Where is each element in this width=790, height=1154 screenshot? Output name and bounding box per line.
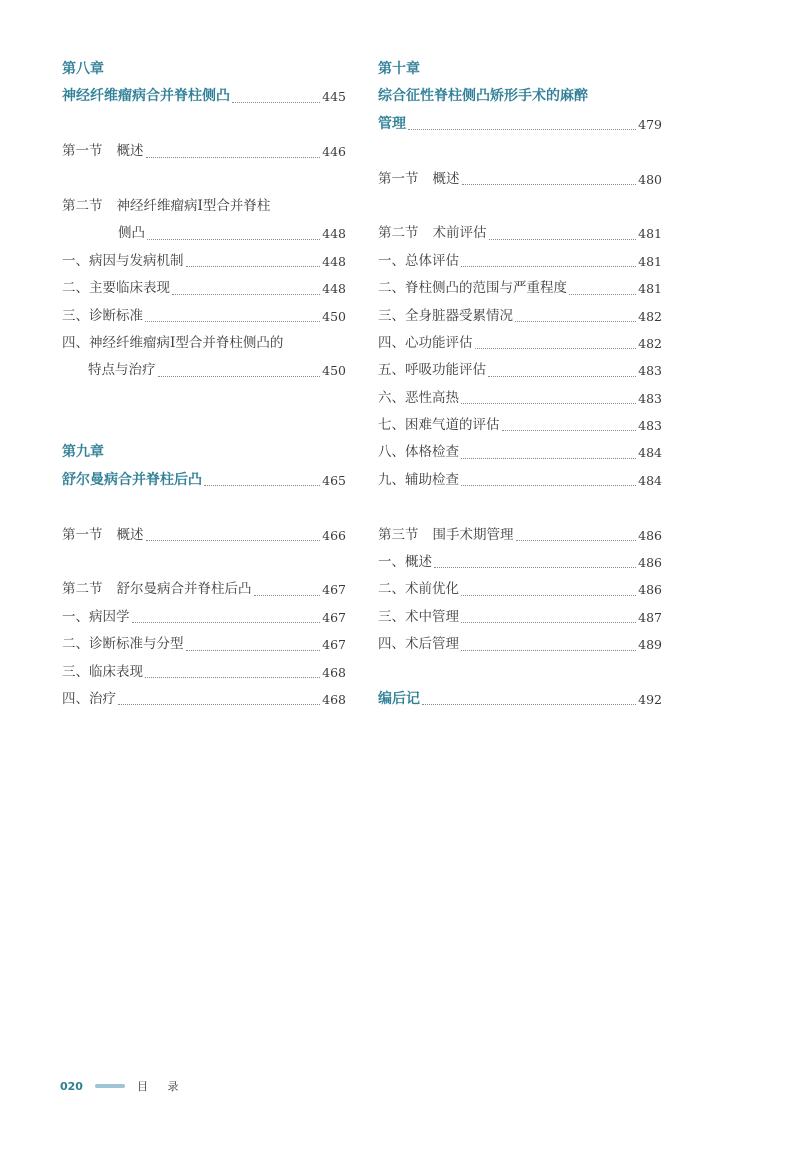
- item-text: 二、术前优化: [378, 581, 459, 598]
- section-page: 486: [638, 527, 662, 543]
- chapter-10-title-line1: 综合征性脊柱侧凸矫形手术的麻醉: [378, 88, 588, 105]
- section-name: 概述: [116, 143, 144, 160]
- leader-dots: [145, 321, 320, 322]
- leader-dots: [515, 321, 636, 322]
- section-number: 第一节: [62, 526, 103, 543]
- toc-item[interactable]: [62, 631, 346, 658]
- toc-right-column: [378, 56, 662, 713]
- section-name-line1: 神经纤维瘤病Ⅰ型合并脊柱: [116, 197, 271, 214]
- toc-item[interactable]: [378, 576, 662, 603]
- section-number: 第二节: [62, 581, 103, 598]
- toc-item[interactable]: [62, 275, 346, 302]
- section-name-line2: 侧凸: [118, 225, 145, 242]
- item-page: 483: [638, 390, 662, 406]
- leader-dots: [232, 102, 320, 103]
- ch8-section-2-entry-cont[interactable]: [62, 220, 346, 247]
- toc-item[interactable]: [378, 549, 662, 576]
- section-page: 481: [638, 226, 662, 242]
- item-page: 484: [638, 472, 662, 488]
- ch10-section-1-entry[interactable]: [378, 166, 662, 193]
- toc-item[interactable]: [62, 303, 346, 330]
- toc-item[interactable]: [62, 604, 346, 631]
- ch8-section-1-entry[interactable]: [62, 138, 346, 165]
- item-text: 四、心功能评估: [378, 334, 473, 351]
- item-text: 四、治疗: [62, 690, 116, 707]
- chapter-10-page: 479: [638, 116, 662, 132]
- item-page: 448: [322, 253, 346, 269]
- section-number: 第一节: [378, 170, 419, 187]
- toc-item[interactable]: [62, 330, 346, 357]
- section-page: 446: [322, 144, 346, 160]
- leader-dots: [461, 595, 636, 596]
- toc-item[interactable]: [378, 303, 662, 330]
- item-page: 467: [322, 637, 346, 653]
- chapter-8-page: 445: [322, 89, 346, 105]
- item-text: 八、体格检查: [378, 444, 459, 461]
- chapter-10-title-entry[interactable]: [378, 83, 662, 110]
- chapter-8-title-entry[interactable]: [62, 83, 346, 110]
- item-text: 二、主要临床表现: [62, 280, 170, 297]
- item-text: 四、术后管理: [378, 636, 459, 653]
- toc-item[interactable]: [378, 439, 662, 466]
- leader-dots: [502, 430, 637, 431]
- chapter-10-label: 第十章: [378, 61, 420, 77]
- leader-dots: [462, 184, 637, 185]
- leader-dots: [461, 458, 636, 459]
- toc-item[interactable]: [378, 275, 662, 302]
- toc-item[interactable]: [378, 467, 662, 494]
- leader-dots: [461, 485, 636, 486]
- afterword-page: 492: [638, 691, 662, 707]
- footer-divider-bar: [95, 1084, 125, 1088]
- ch10-section-3-entry[interactable]: [378, 522, 662, 549]
- item-text: 二、诊断标准与分型: [62, 636, 184, 653]
- item-page: 467: [322, 609, 346, 625]
- toc-item[interactable]: [62, 659, 346, 686]
- section-name: 术前评估: [432, 225, 487, 242]
- item-page: 483: [638, 418, 662, 434]
- toc-item-cont[interactable]: [62, 357, 346, 384]
- item-page: 450: [322, 363, 346, 379]
- section-page: 467: [322, 582, 346, 598]
- item-text: 一、病因学: [62, 608, 130, 625]
- leader-dots: [408, 129, 636, 130]
- toc-item[interactable]: [378, 604, 662, 631]
- toc-item[interactable]: [62, 686, 346, 713]
- item-page: 468: [322, 691, 346, 707]
- chapter-10-title-line2: 管理: [378, 115, 406, 132]
- page-footer: [60, 1077, 186, 1095]
- section-number: 第三节: [378, 526, 419, 543]
- leader-dots: [254, 595, 321, 596]
- leader-dots: [146, 540, 321, 541]
- section-page: 448: [322, 226, 346, 242]
- leader-dots: [489, 239, 637, 240]
- item-page: 486: [638, 555, 662, 571]
- item-text: 九、辅助检查: [378, 471, 459, 488]
- leader-dots: [461, 266, 636, 267]
- item-text: 二、脊柱侧凸的范围与严重程度: [378, 280, 567, 297]
- item-text: 一、概述: [378, 554, 432, 571]
- toc-item[interactable]: [378, 248, 662, 275]
- leader-dots: [186, 650, 321, 651]
- leader-dots: [569, 294, 636, 295]
- item-page: 486: [638, 582, 662, 598]
- leader-dots: [461, 622, 636, 623]
- ch8-section-2-entry[interactable]: [62, 193, 346, 220]
- item-text: 三、术中管理: [378, 608, 459, 625]
- afterword-title: 编后记: [378, 690, 420, 707]
- ch10-section-2-entry[interactable]: [378, 220, 662, 247]
- toc-item[interactable]: [378, 412, 662, 439]
- item-page: 448: [322, 281, 346, 297]
- page-number: 020: [60, 1079, 83, 1093]
- footer-section-label: 目 录: [136, 1080, 187, 1093]
- leader-dots: [488, 376, 636, 377]
- leader-dots: [516, 540, 637, 541]
- item-page: 468: [322, 664, 346, 680]
- chapter-8-title: 神经纤维瘤病合并脊柱侧凸: [62, 88, 230, 105]
- leader-dots: [422, 704, 636, 705]
- item-text: 三、诊断标准: [62, 307, 143, 324]
- leader-dots: [434, 567, 636, 568]
- leader-dots: [158, 376, 321, 377]
- item-text: 三、临床表现: [62, 663, 143, 680]
- item-page: 450: [322, 308, 346, 324]
- item-text: 一、总体评估: [378, 252, 459, 269]
- ch9-section-1-entry[interactable]: [62, 522, 346, 549]
- item-text: 六、恶性高热: [378, 389, 459, 406]
- section-name: 概述: [116, 526, 144, 543]
- item-text-line1: 四、神经纤维瘤病Ⅰ型合并脊柱侧凸的: [62, 334, 284, 351]
- chapter-9-title-entry[interactable]: [62, 467, 346, 494]
- leader-dots: [118, 704, 320, 705]
- chapter-9-title: 舒尔曼病合并脊柱后凸: [62, 471, 202, 488]
- section-number: 第二节: [62, 197, 103, 214]
- item-page: 481: [638, 253, 662, 269]
- item-page: 482: [638, 308, 662, 324]
- chapter-9-page: 465: [322, 472, 346, 488]
- chapter-9-label: 第九章: [62, 444, 104, 461]
- item-text: 七、困难气道的评估: [378, 417, 500, 434]
- section-name: 概述: [432, 170, 460, 187]
- item-text-line2: 特点与治疗: [88, 362, 156, 379]
- toc-item[interactable]: [378, 330, 662, 357]
- item-page: 489: [638, 637, 662, 653]
- toc-item[interactable]: [378, 357, 662, 384]
- afterword-entry[interactable]: [378, 686, 662, 713]
- item-page: 487: [638, 609, 662, 625]
- item-text: 一、病因与发病机制: [62, 252, 184, 269]
- section-name: 围手术期管理: [432, 526, 514, 543]
- leader-dots: [475, 348, 637, 349]
- item-page: 484: [638, 445, 662, 461]
- section-number: 第二节: [378, 225, 419, 242]
- leader-dots: [204, 485, 320, 486]
- leader-dots: [145, 677, 320, 678]
- ch9-section-2-entry[interactable]: [62, 576, 346, 603]
- section-number: 第一节: [62, 143, 103, 160]
- leader-dots: [172, 294, 320, 295]
- leader-dots: [146, 157, 321, 158]
- chapter-8-label: 第八章: [62, 61, 104, 77]
- leader-dots: [461, 650, 636, 651]
- toc-left-column: [62, 56, 346, 713]
- section-page: 466: [322, 527, 346, 543]
- toc-item[interactable]: [378, 631, 662, 658]
- leader-dots: [461, 403, 636, 404]
- leader-dots: [132, 622, 321, 623]
- chapter-10-title-entry-cont[interactable]: [378, 111, 662, 138]
- item-page: 481: [638, 281, 662, 297]
- item-text: 三、全身脏器受累情况: [378, 307, 513, 324]
- toc-item[interactable]: [378, 385, 662, 412]
- item-page: 483: [638, 363, 662, 379]
- item-text: 五、呼吸功能评估: [378, 362, 486, 379]
- leader-dots: [186, 266, 321, 267]
- toc-item[interactable]: [62, 248, 346, 275]
- section-name: 舒尔曼病合并脊柱后凸: [116, 581, 252, 598]
- section-page: 480: [638, 171, 662, 187]
- leader-dots: [147, 239, 320, 240]
- item-page: 482: [638, 335, 662, 351]
